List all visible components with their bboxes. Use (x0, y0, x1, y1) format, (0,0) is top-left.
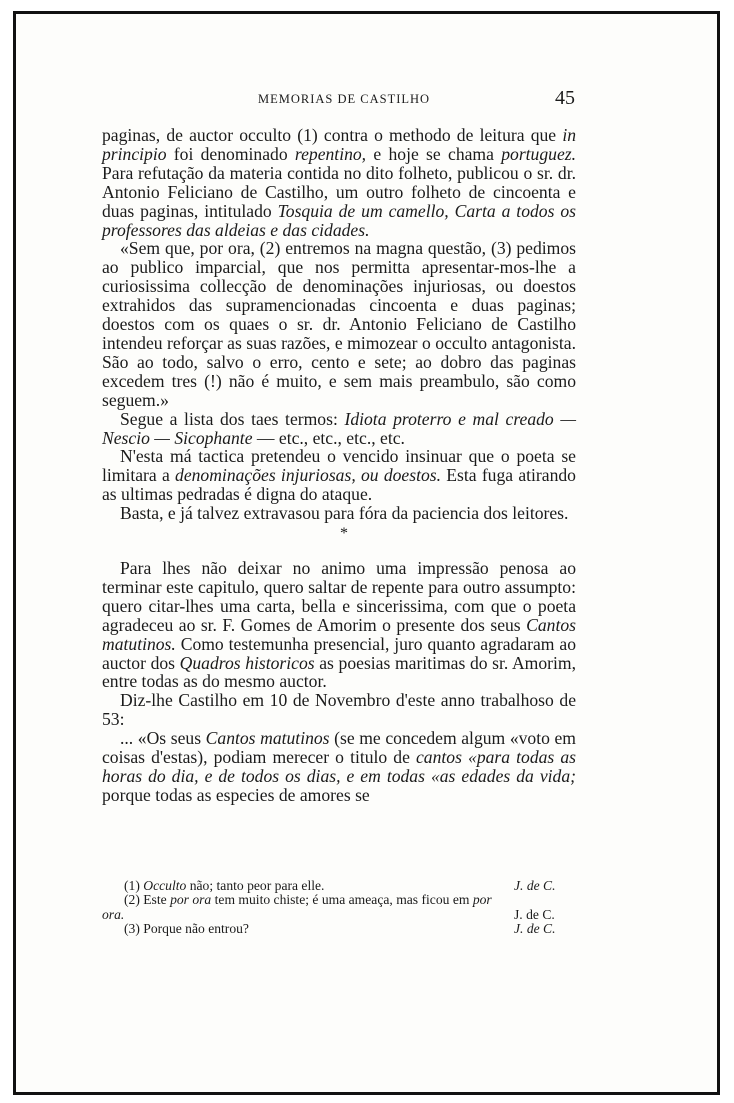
text-run: (se me concedem algum «voto em coisas d'estas), podiam merecer o titulo de (102, 728, 576, 768)
footnote-number: (3) (124, 920, 140, 936)
paragraph-6 (102, 559, 576, 691)
italic-run: portuguez. (501, 143, 576, 164)
footnote-2-continued (102, 908, 576, 922)
paragraph-2: «Sem que, por ora, (2) entremos na magna questão, (3) pedimos ao publico imparcial, que nos permitta apresentar-mos-lhe a curiosissima collecção de denominações injuriosas, ou doestos extrahidos das supramencionadas cincoenta e duas paginas; doestos com os quaes o sr. dr. Antonio Feliciano de Castilho intendeu reforçar as suas razões, e mimozear o occulto antagonista. São ao todo, salvo o erro, cento e sete; ao dobro das paginas excedem tres (!) não é muito, e sem mais preambulo, são como seguem.» (102, 238, 576, 410)
italic-run: cantos «para todas as horas do dia, e de todos os dias, e em todas «as edades da vida; (102, 747, 577, 786)
text-run: Para refutação da materia contida no dito folheto, publicou o sr. dr. Antonio Feliciano de Castilho, um outro folheto de cincoenta e duas paginas, intitulado (102, 162, 576, 221)
text-run: Como testemunha presencial, juro quanto agradaram ao auctor dos (102, 633, 576, 673)
footnote-signature: J. de C. (514, 906, 555, 922)
text-run: porque todas as especies de amores se (102, 784, 370, 805)
italic-run: ora. (102, 906, 125, 922)
footnote-1 (102, 879, 576, 893)
italic-run: in principio (102, 125, 576, 164)
footnote-signature: J. de C. (514, 878, 556, 893)
footnote-signature: J. de C. (514, 920, 556, 936)
italic-run: Occulto (143, 878, 187, 893)
text-run: Para lhes não deixar no animo uma impressão penosa ao terminar este capitulo, quero saltar de repente para outro assumpto: quero citar-lhes uma carta, bella e sincerissima, com que o poeta agradeceu ao sr. F. Gomes de Amorim o presente dos seus (102, 558, 576, 635)
footnote-text: Este (139, 892, 171, 908)
italic-run: Idiota proterro e mal creado — Nescio — Sicophante (102, 408, 576, 448)
footnote-number: (2) (124, 892, 140, 908)
footnote-number: (1) (124, 878, 140, 893)
body-text (102, 126, 576, 805)
footnote-text: Porque não entrou? (139, 920, 249, 936)
italic-run: repentino, (294, 143, 367, 164)
italic-run: por (472, 892, 492, 908)
text-run: Segue a lista dos taes termos: (120, 408, 345, 429)
italic-run: Tosquia de um camello, Carta a todos os professores das aldeias e das cidades. (102, 200, 576, 240)
footnote-text: tem muito chiste; é uma ameaça, mas ficou em (211, 892, 473, 908)
italic-run: denominações injuriosas, ou doestos. (175, 465, 442, 486)
page-header (100, 87, 575, 112)
text-run: Esta fuga atirando as ultimas pedradas é digna do ataque. (102, 465, 576, 505)
italic-run: Cantos matutinos. (102, 614, 576, 654)
italic-run: Cantos matutinos (205, 728, 330, 749)
paragraph-8 (102, 729, 576, 805)
footnotes (102, 879, 576, 936)
section-ornament: * (340, 525, 348, 543)
running-title: MEMORIAS DE CASTILHO (258, 92, 431, 106)
text-run: foi denominado (166, 143, 295, 164)
text-run: N'esta má tactica pretendeu o vencido insinuar que o poeta se limitara a (102, 446, 576, 486)
text-run: as poesias maritimas do sr. Amorim, entre todas as do mesmo auctor. (102, 652, 576, 692)
paragraph-1 (102, 126, 576, 239)
paragraph-3 (102, 410, 576, 448)
paragraph-4 (102, 447, 576, 504)
footnote-text: não; tanto peor para elle. (186, 878, 325, 893)
footnote-3 (102, 922, 576, 936)
italic-run: Quadros historicos (179, 652, 315, 673)
paragraph-7: Diz-lhe Castilho em 10 de Novembro d'este anno trabalhoso de 53: (102, 690, 576, 730)
text-run: — etc., etc., etc., etc. (252, 427, 405, 448)
text-run: e hoje se chama (366, 143, 502, 164)
text-run: paginas, de auctor occulto (1) contra o methodo de leitura que (102, 125, 563, 145)
page-number: 45 (555, 87, 575, 109)
paragraph-5: Basta, e já talvez extravasou para fóra da paciencia dos leitores. (120, 503, 569, 524)
footnote-2 (102, 893, 576, 907)
italic-run: por ora (170, 892, 212, 908)
text-run: ... «Os seus (120, 728, 206, 749)
